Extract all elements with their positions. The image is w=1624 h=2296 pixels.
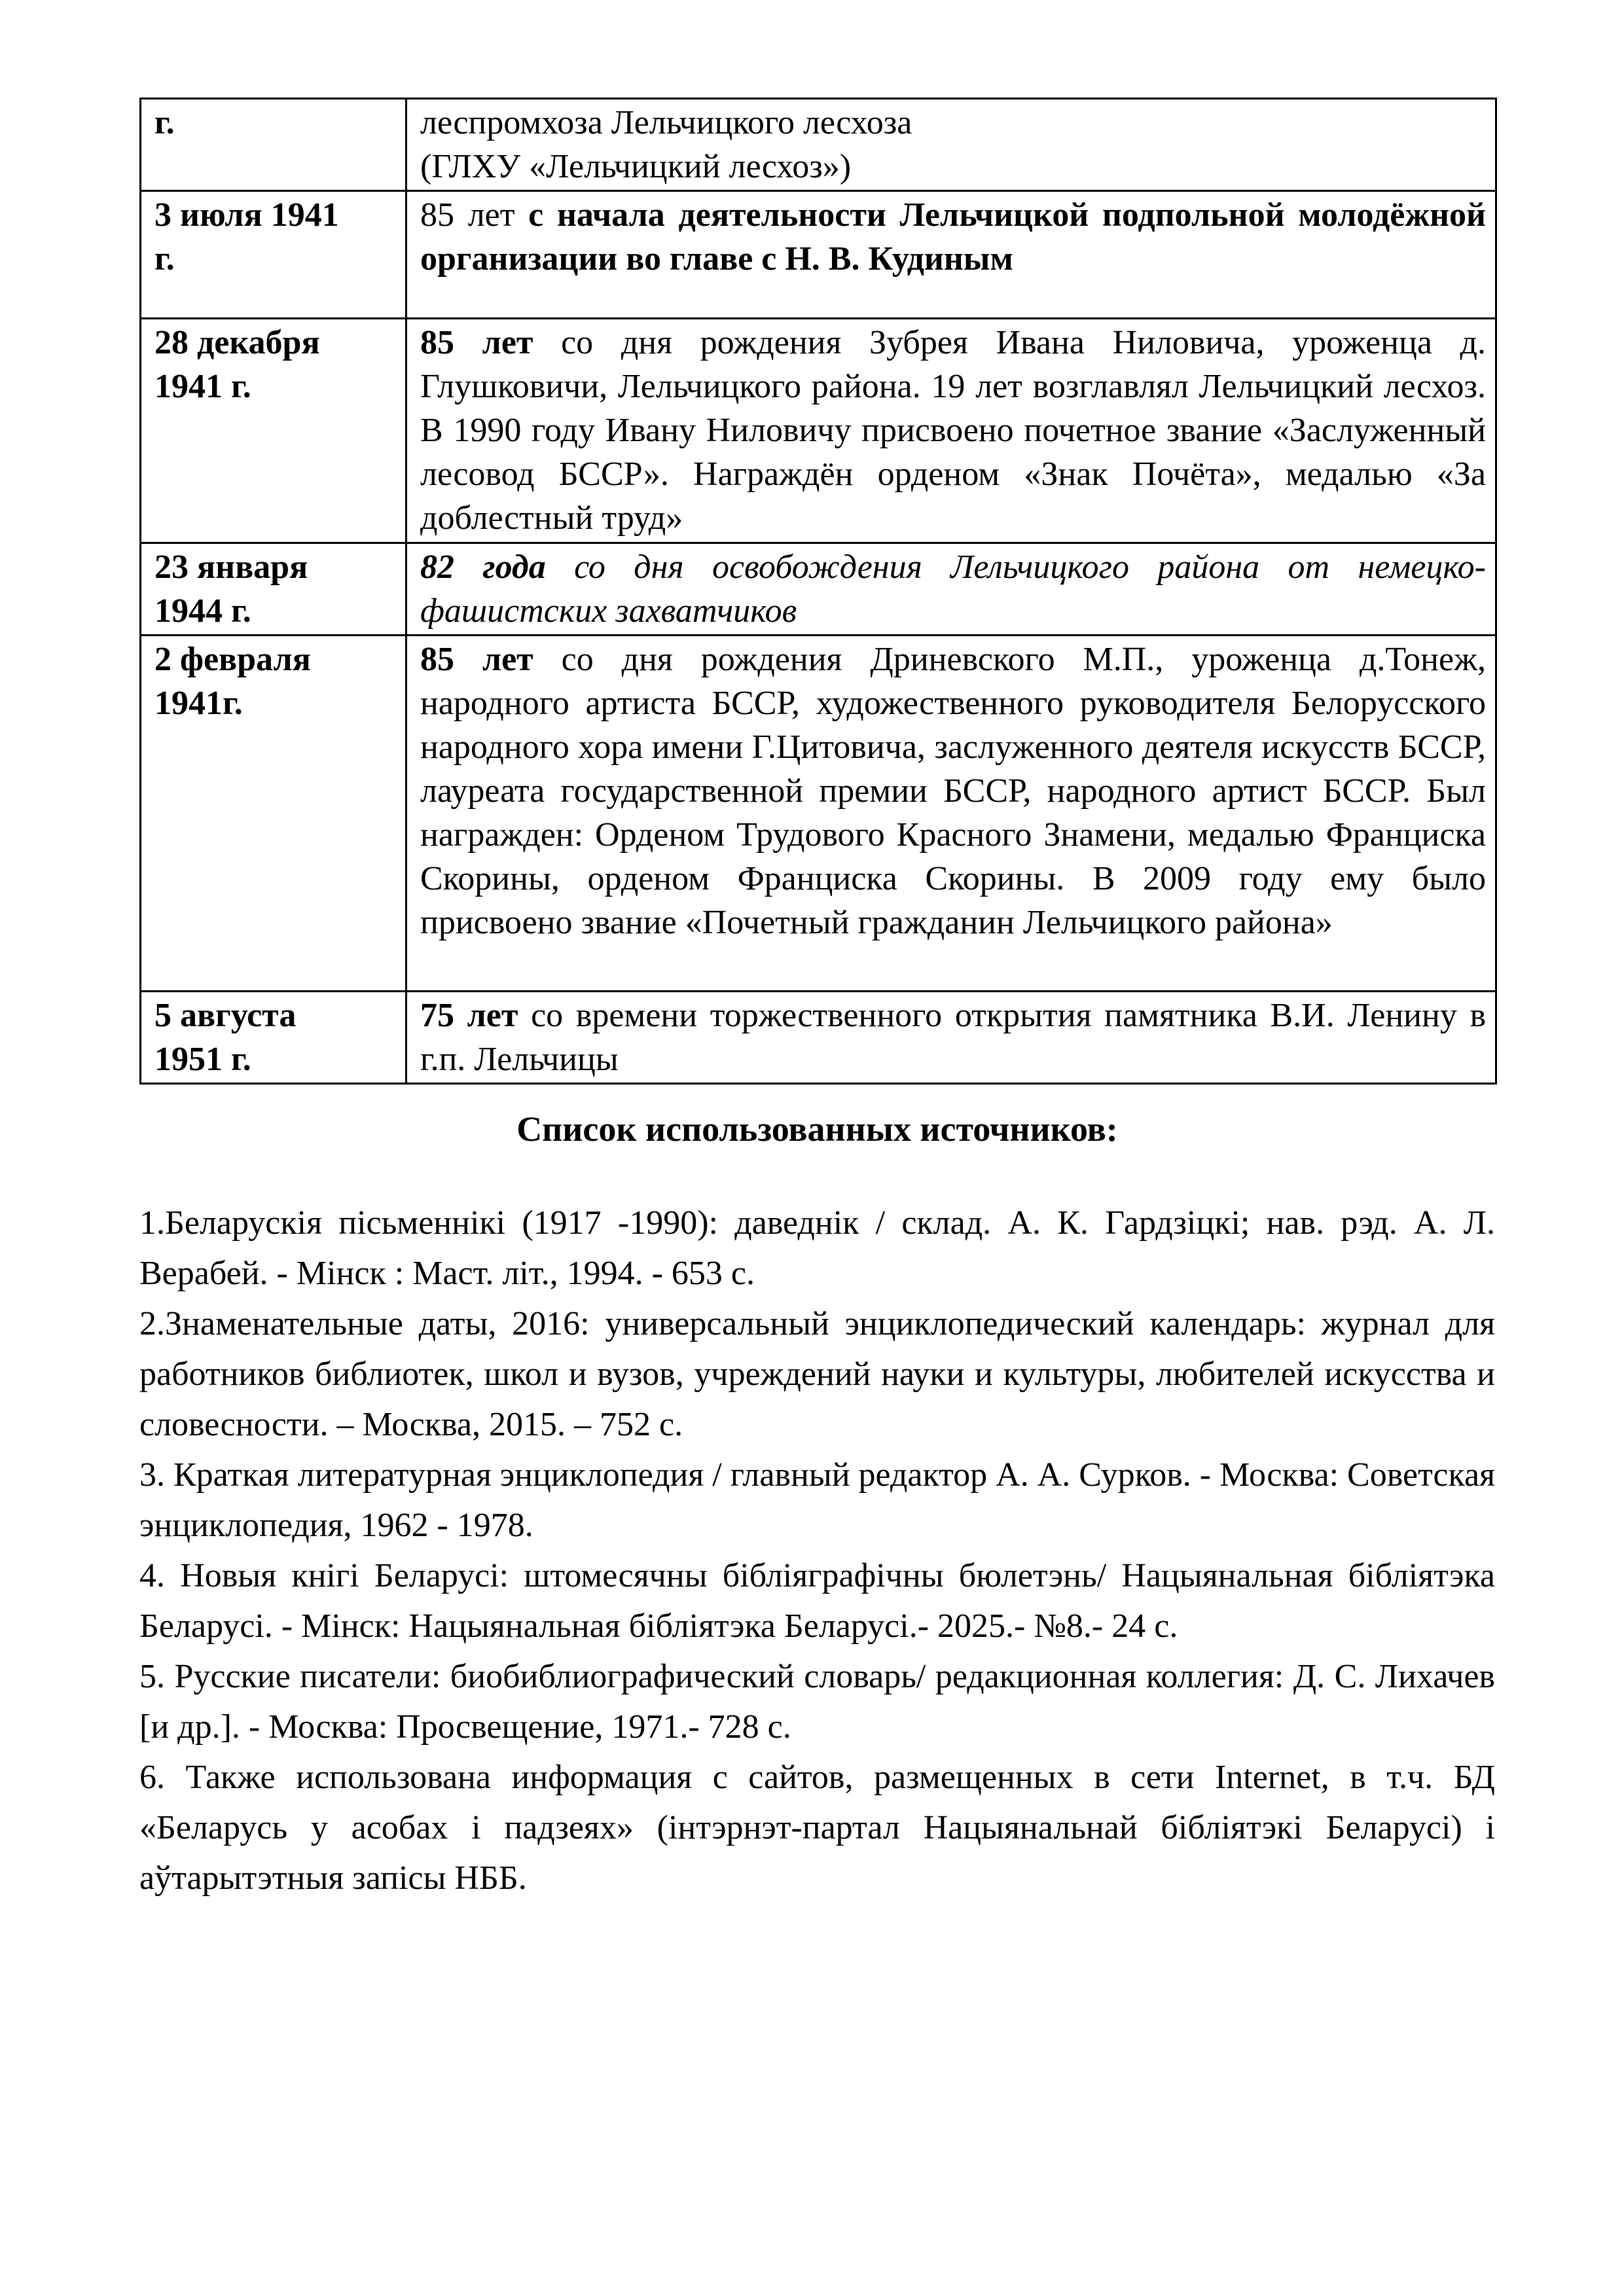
table-row — [141, 543, 1496, 636]
event-description — [406, 636, 1496, 992]
event-text-bold: с начала деятельности Лельчицкой подпольной молодёжной организации во главе с Н. В. Кудиным — [420, 196, 1486, 278]
source-item: 3. Краткая литературная энциклопедия / главный редактор А. А. Сурков. - Москва: Советская энциклопедия, 1962 - 1978. — [139, 1456, 1495, 1544]
table-row — [141, 636, 1496, 992]
source-item: 1.Беларускія пісьменнікі (1917 -1990): даведнік / склад. А. К. Гардзіцкі; нав. рэд. А. Л. Верабей. - Мінск : Маст. літ., 1994. - 653 с. — [139, 1204, 1495, 1292]
event-date: 28 декабря 1941 г. — [141, 319, 406, 543]
event-description — [406, 191, 1496, 319]
sources-heading: Список использованных источников: — [516, 1109, 1118, 1149]
event-text: со времени торжественного открытия памятника В.И. Ленину в г.п. Лельчицы — [420, 997, 1487, 1078]
event-description — [406, 992, 1496, 1084]
event-anniversary: 85 лет — [420, 641, 533, 678]
table-row — [141, 191, 1496, 319]
event-text: со дня рождения Дриневского М.П., уроженца д.Тонеж, народного артиста БССР, художественного руководителя Белорусского народного хора имени Г.Цитовича, заслуженного деятеля искусств БССР, лауреата государственной премии БССР, народного артист БССР. Был награжден: Орденом Трудового Красного Знамени, медалью Франциска Скорины, орденом Франциска Скорины. В 2009 году ему было присвоено звание «Почетный гражданин Лельчицкого района» — [420, 641, 1487, 941]
event-text-line: (ГЛХУ «Лельчицкий лесхоз») — [420, 148, 852, 185]
source-item: 2.Знаменательные даты, 2016: универсальный энциклопедический календарь: журнал для работников библиотек, школ и вузов, учреждений науки и культуры, любителей искусства и словесности. – Москва, 2015. – 752 с. — [139, 1305, 1495, 1443]
table-row — [141, 99, 1496, 191]
event-text-line: леспромхоза Лельчицкого лесхоза — [420, 104, 912, 141]
event-date: 3 июля 1941 г. — [141, 191, 406, 319]
event-description — [406, 319, 1496, 543]
sources-list — [139, 1198, 1495, 1903]
event-date: г. — [141, 99, 406, 191]
events-table — [139, 98, 1497, 1085]
event-anniversary: 85 лет — [420, 324, 533, 361]
source-item: 4. Новыя кнігі Беларусі: штомесячны бібліяграфічны бюлетэнь/ Нацыянальная бібліятэка Беларусі. - Мінск: Нацыянальная бібліятэка Беларусі.- 2025.- №8.- 24 с. — [139, 1557, 1495, 1645]
event-description — [406, 99, 1496, 191]
event-date: 5 августа 1951 г. — [141, 992, 406, 1084]
table-row — [141, 319, 1496, 543]
event-anniversary: 75 лет — [420, 997, 518, 1034]
event-text: 85 лет — [420, 196, 529, 234]
event-description — [406, 543, 1496, 636]
event-text: со дня рождения Зубрея Ивана Ниловича, уроженца д. Глушковичи, Лельчицкого района. 19 лет возглавлял Лельчицкий лесхоз. В 1990 году Ивану Ниловичу присвоено почетное звание «Заслуженный лесовод БССР». Награждён орденом «Знак Почёта», медалью «За доблестный труд» — [420, 324, 1487, 537]
event-anniversary: 82 года — [420, 548, 546, 586]
source-item: 5. Русские писатели: биобиблиографический словарь/ редакционная коллегия: Д. С. Лихачев [и др.]. - Москва: Просвещение, 1971.- 728 с. — [139, 1658, 1495, 1746]
event-date: 2 февраля 1941г. — [141, 636, 406, 992]
source-item: 6. Также использована информация с сайтов, размещенных в сети Internet, в т.ч. БД «Беларусь у асобах і падзеях» (інтэрнэт-партал Нацыянальнай бібліятэкі Беларусі) і аўтарытэтныя запісы НББ. — [139, 1759, 1495, 1897]
event-date: 23 января 1944 г. — [141, 543, 406, 636]
table-row — [141, 992, 1496, 1084]
event-text: со дня освобождения Лельчицкого района от немецко-фашистских захватчиков — [420, 548, 1486, 630]
